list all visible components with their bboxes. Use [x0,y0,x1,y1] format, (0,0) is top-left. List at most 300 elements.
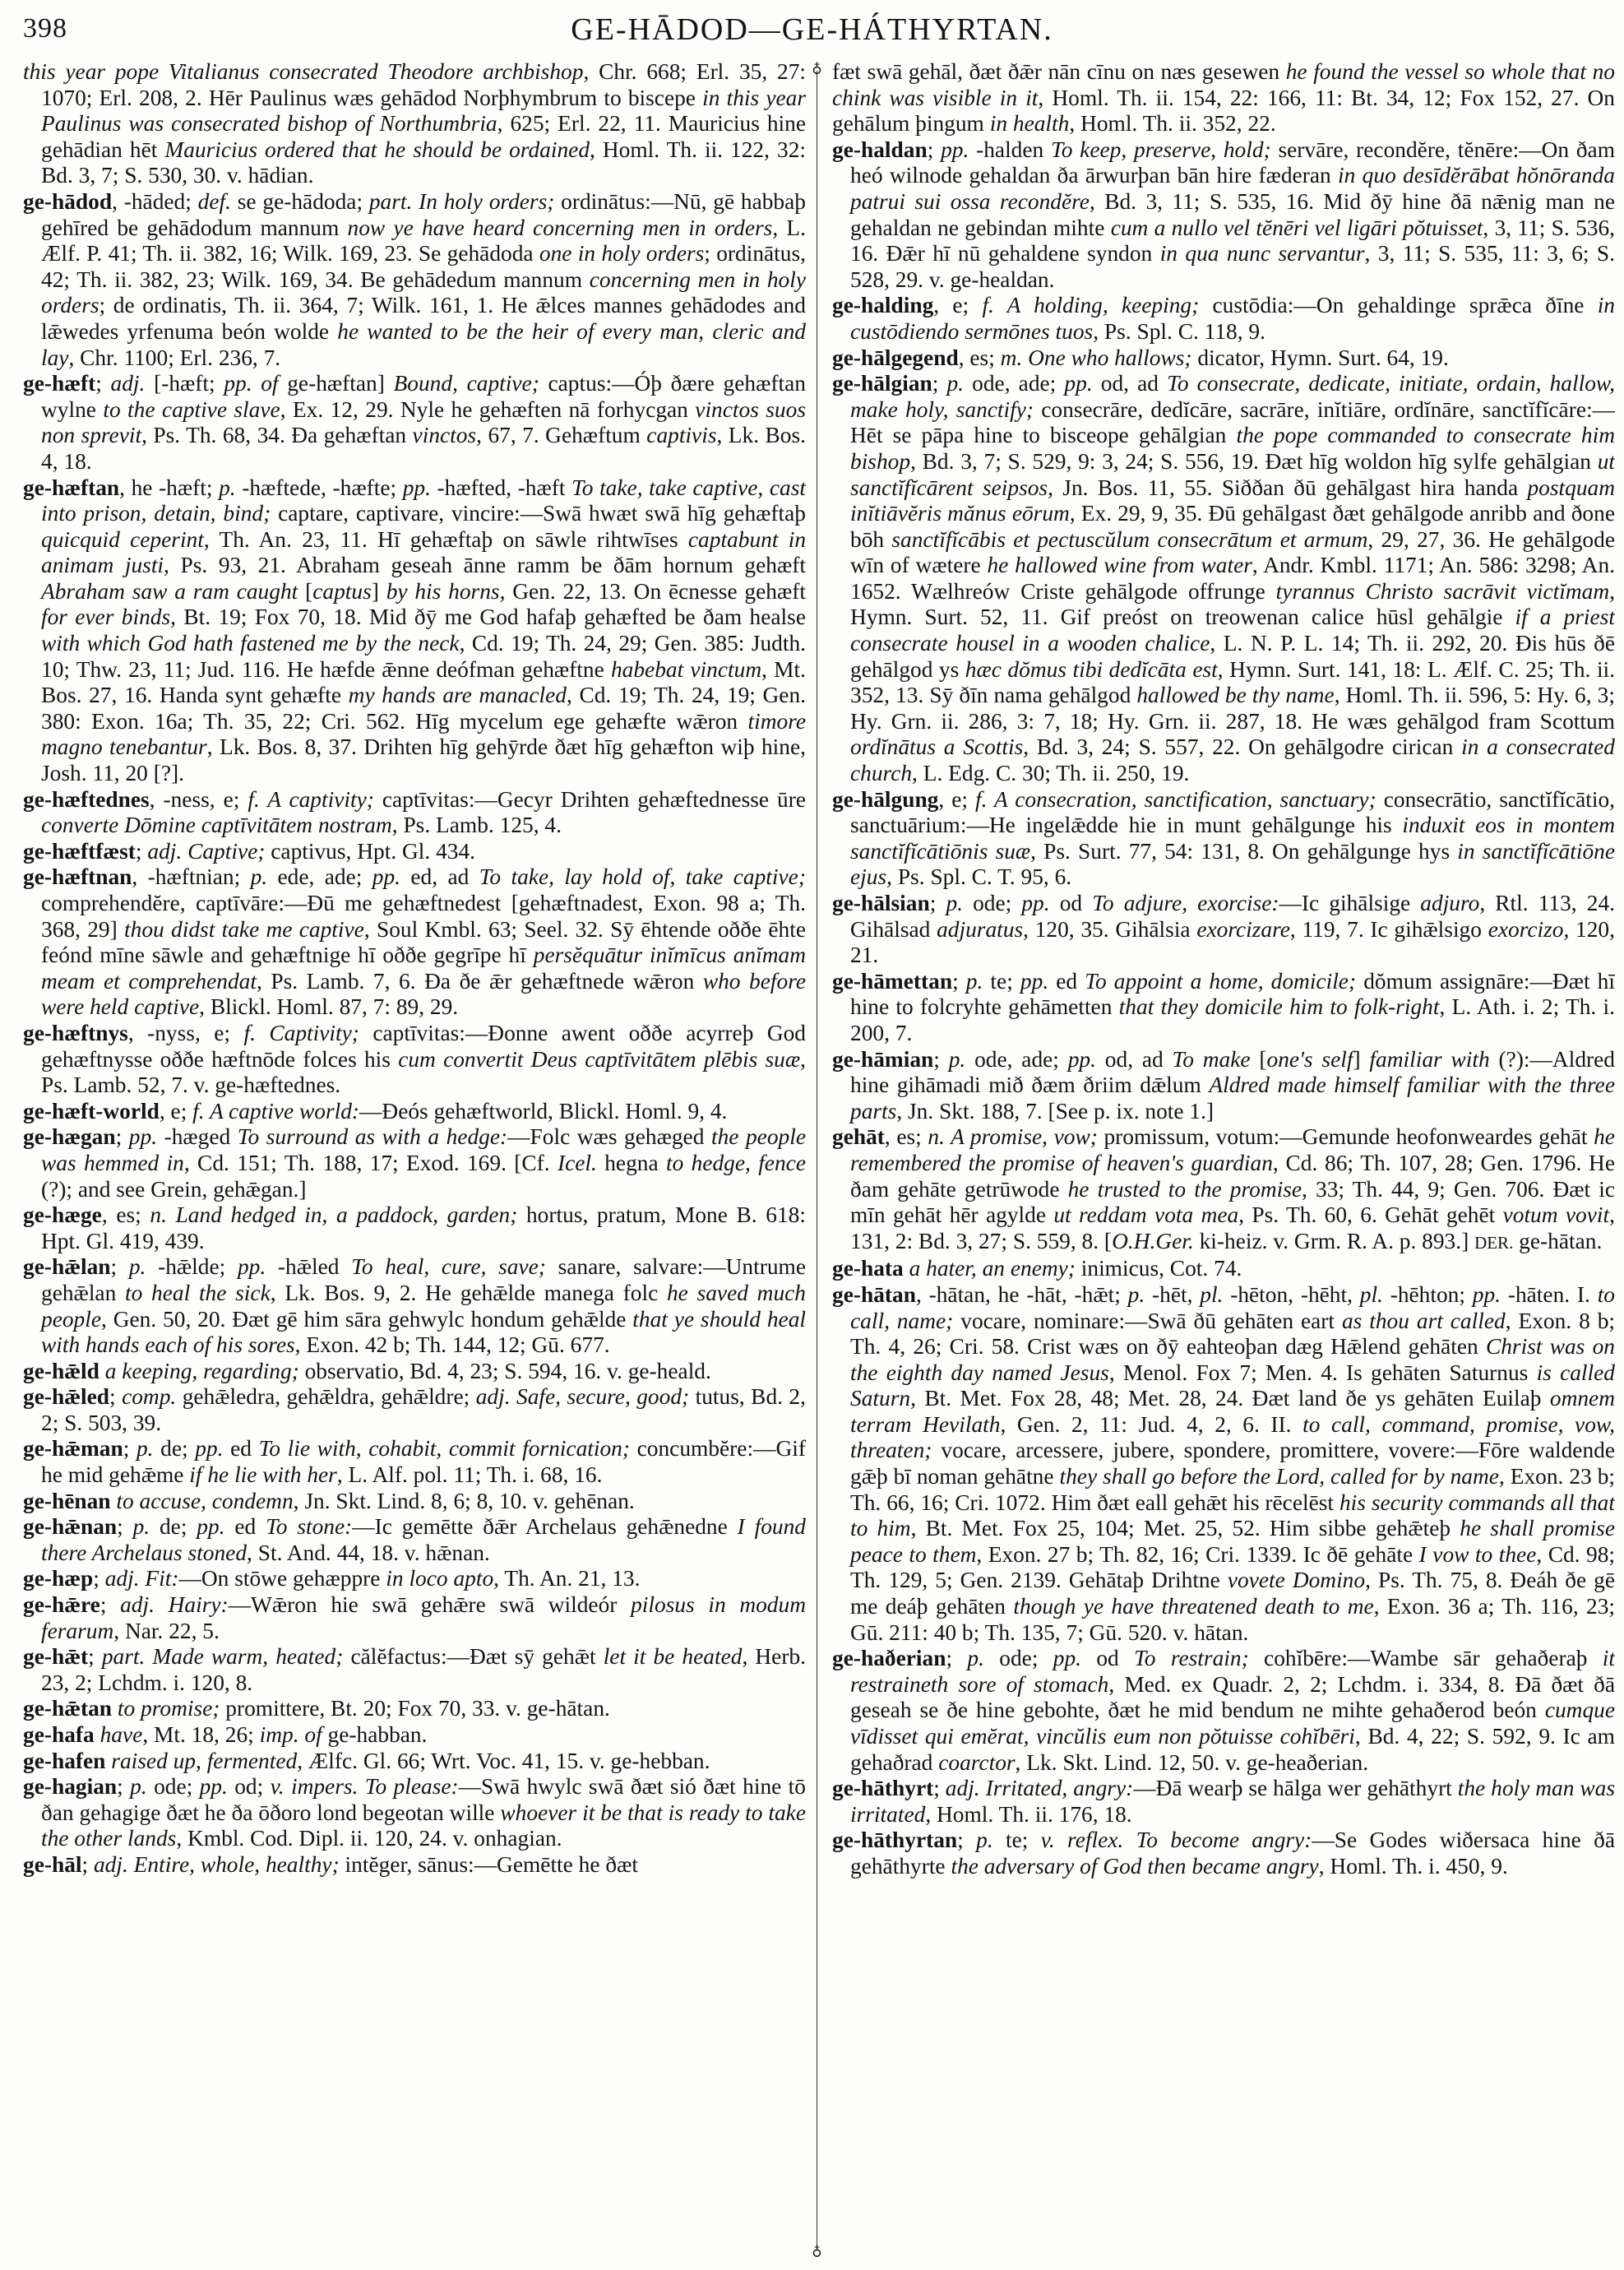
entry-text: , Jn. Bos. 11, 55. Siððan ðū gehālgast hira handa [1048,475,1528,500]
translation-italic: p. [1127,1281,1145,1307]
translation-italic: let it be heated [603,1644,743,1670]
entry-text: , Menol. Fox 7; Men. 4. Is gehāten Saturnus [1108,1360,1537,1385]
entry-text: , St. And. 44, 18. v. hǣnan. [247,1540,490,1565]
translation-italic: p. [976,1828,993,1853]
translation-italic: they shall go before the Lord, called for by name [1059,1464,1499,1489]
entry-text: , Exon. 36 a; Th. 116, 23; Gū. 211: 40 b; Th. 135, 7; Gū. 520. v. hātan. [850,1594,1615,1645]
dictionary-entry [832,345,1615,372]
translation-italic: that they domicile him to folk-right [1118,994,1440,1020]
entry-text: , 3, 11; S. 536, 16. Ðǣr hī nū gehaldene syndon [850,215,1615,266]
translation-italic: that ye should heal with hands each of his sores [41,1306,806,1358]
entry-text: ki-heiz. v. Grm. R. A. p. 893.] [1193,1228,1475,1253]
translation-italic: To keep, preserve, hold; [1051,137,1271,162]
translation-italic: induxit eos in montem sanctĭfĭcātiōnis suæ [850,813,1615,864]
dictionary-entry [832,1828,1615,1879]
entry-text: [ [1250,1046,1267,1072]
translation-italic: raised up, fermented [111,1748,298,1773]
entry-text: -hēt, [1145,1281,1201,1307]
entry-text: ; [93,1566,105,1591]
entry-text: , Lk. Bos. 4, 18. [41,423,806,474]
translation-italic: sanctĭfĭcābis et pectuscŭlum consecrātum et armum [891,526,1368,552]
translation-italic: pp. [941,137,969,162]
entry-text: ; [946,1646,968,1671]
translation-italic: p. [948,1046,966,1072]
dictionary-entry [23,1592,806,1644]
translation-italic: he saved much people [41,1280,806,1332]
translation-italic: his security commands all that to him [850,1489,1615,1541]
translation-italic: To restrain; [1134,1646,1249,1671]
translation-italic: to accuse, condemn [116,1488,294,1513]
entry-text: -hǣled [266,1254,352,1280]
translation-italic: to promise; [117,1696,220,1721]
translation-italic: in a consecrated church [850,734,1615,786]
entry-text: , Kmbl. Cod. Dipl. ii. 120, 24. v. onhagian. [176,1826,562,1851]
translation-italic: p. [136,1436,154,1462]
entry-text: -hæged [157,1124,238,1150]
dictionary-entry [832,1282,1615,1646]
translation-italic: the holy man was irritated [850,1776,1615,1827]
translation-italic: p. [965,968,983,994]
translation-italic: To stone: [266,1514,353,1540]
translation-italic: in quo desīdĕrābat hŏnōranda patrui sui ossa recondĕre [850,163,1615,214]
entry-text: ; [952,968,966,994]
entry-text: , Cd. 151; Th. 188, 17; Exod. 169. [Cf. [183,1150,558,1175]
entry-text: , Homl. Th. ii. 154, 22: 166, 11: Bt. 34, 12; Fox 152, 27. On gehālum þingum [832,85,1615,137]
entry-text [95,1722,100,1747]
entry-text: ; [81,1851,94,1877]
entry-text: , Homl. Th. ii. 122, 32: Bd. 3, 7; S. 530, 30. v. hādian. [41,137,806,188]
translation-italic: familiar with [1369,1046,1490,1072]
translation-italic: captus [312,578,372,604]
entry-text: , Exon. 8 b; Th. 4, 26; Cri. 58. Crist wæs on ðȳ eahteoþan dæg Hǣlend gehāten [850,1308,1615,1360]
translation-italic: pilosus in modum ferarum [41,1592,806,1643]
entry-text: —Ic gihālsige [1279,891,1421,915]
translation-italic: part. In holy orders; [368,188,555,214]
entry-text: ed [1048,968,1085,994]
entry-text: ; [123,1436,136,1462]
entry-text: , Ex. 12, 29. Nyle he gehæften nā forhycgan [280,396,696,422]
translation-italic: m. One who hallows; [1000,345,1192,370]
entry-text: , Lk. Bos. 8, 37. Drihten hīg gehȳrde ðæt hīg gehæfton wiþ hine, Josh. 11, 20 [?]. [41,734,806,786]
translation-italic: Aldred made himself familiar with the three parts [850,1072,1615,1123]
entry-text: , e; [159,1098,193,1123]
entry-text: , L. Edg. C. 30; Th. ii. 250, 19. [912,761,1190,786]
translation-italic: I vow to thee [1418,1541,1537,1567]
translation-italic: Icel. [557,1150,597,1175]
entry-text: ordinātus:—Nū, gē habbaþ gehīred be gehādodum mannum [41,188,806,240]
headword: ge-hæge [23,1202,102,1228]
dictionary-entry [23,59,806,189]
dictionary-entry [832,371,1615,787]
entry-text: captivus, Hpt. Gl. 434. [265,838,476,864]
translation-italic: p. [967,1646,984,1671]
headword: ge-hēnan [23,1488,111,1513]
dictionary-entry [23,1254,806,1358]
translation-italic: pp. [1021,891,1050,915]
headword: ge-hæft-world [23,1098,160,1123]
dictionary-entry [23,1852,806,1879]
entry-text [904,1256,909,1281]
entry-text: ; [99,1592,121,1618]
translation-italic: To surround as with a hedge: [237,1124,508,1150]
entry-text: , Bd. 3, 24; S. 557, 22. On gehālgodre cirican [1023,734,1462,760]
translation-italic: v. reflex. To become angry: [1040,1828,1312,1853]
translation-italic: adjuro [1420,891,1480,915]
entry-text: , Cd. 98; Th. 129, 5; Gen. 2139. Gehātaþ Drihtne [850,1541,1615,1593]
entry-text: , L. Ælf. P. 41; Th. ii. 382, 16; Wilk. 169, 23. Se gehādoda [41,215,806,266]
entry-text: gehǣledra, gehǣldra, gehǣldre; [176,1384,476,1410]
translation-italic: the pope commanded to consecrate him bishop [850,423,1615,474]
translation-italic: To make [1172,1046,1251,1072]
entry-text: dicator, Hymn. Surt. 64, 19. [1191,345,1449,370]
entry-text: comprehendĕre, captīvāre:—Ðū me gehæftnedest [gehæftnadest, Exon. 98 a; Th. 368, 29] [41,891,806,942]
entry-text: ; de ordinatis, Th. ii. 364, 7; Wilk. 161, 1. He ǣlces mannes gehādodes and lǣwedes yrfenuma beón wolde [41,293,806,344]
translation-italic: in custōdiendo sermōnes tuos [850,293,1615,344]
entry-text [99,1359,105,1383]
headword: ge-hǣt [23,1644,89,1670]
translation-italic: have [99,1722,143,1747]
headword: ge-hǣled [23,1384,109,1410]
translation-italic: exorcizo [1488,916,1564,942]
entry-text: , 119, 7. Ic gihǣlsigo [1289,916,1488,942]
entry-text: —On stōwe gehæppre [178,1566,386,1591]
headword: ge-hæft [23,371,96,396]
translation-italic: vinctos suos non sprevit [41,396,806,448]
translation-italic: cum a nullo vel tĕnēri vel ligāri pŏtuisset [1110,215,1483,240]
entry-text: captīvitas:—Gecyr Drihten gehæftednesse ūre [373,786,806,812]
small-caps-ref: DER. [1474,1232,1514,1253]
entry-text: inimicus, Cot. 74. [1075,1256,1242,1281]
translation-italic: one's self [1266,1046,1353,1072]
entry-text: dŏmum assignāre:—Ðæt hī hine to folcryhte gehāmetten [850,968,1615,1020]
entry-text: , 67, 7. Gehæftum [476,423,647,448]
headword: ge-hægan [23,1124,116,1150]
entry-text: , Bt. Met. Fox 28, 48; Met. 28, 24. Ðæt land ðe ys gehāten Euilaþ [910,1386,1550,1411]
headword: ge-halding [832,293,934,318]
headword: ge-hǣre [23,1592,100,1618]
translation-italic: adj. Fit: [104,1566,179,1591]
entry-text: ode; [146,1774,200,1800]
entry-text: ; [933,1776,946,1801]
translation-italic: n. A promise, vow; [928,1124,1098,1150]
translation-italic: p. [946,891,963,915]
entry-text: , 120, 21. [850,916,1615,968]
headword: ge-haldan [832,137,928,162]
entry-text: ; ordinātus, 42; Th. ii. 382, 23; Wilk. 169, 34. Be gehādedum mannum [41,241,806,292]
entry-text: , Chr. 1100; Erl. 236, 7. [68,345,281,370]
entry-text: , Ps. Th. 68, 34. Ða gehæftan [141,423,413,448]
entry-text: , he -hæft; [119,475,220,500]
translation-italic: imp. of [259,1722,322,1747]
translation-italic: Abraham saw a ram caught [41,578,298,604]
entry-text: ; [115,1124,129,1150]
translation-italic: to call, command, promise, vow, threaten; [850,1411,1615,1463]
translation-italic: hallowed be thy name [1136,683,1335,708]
translation-italic: To appoint a home, domicile; [1085,968,1357,994]
entry-text: , es; [101,1202,150,1228]
entry-text: de; [150,1514,197,1540]
entry-text: ; [95,371,111,396]
entry-text: servāre, recondĕre, tĕnēre:—On ðam heó wilnode gehaldan ða ārwurþan bān hire fæderan [850,137,1615,188]
entry-text: , Soul Kmbl. 63; Seel. 32. Sȳ ēhtende oððe ēhte feónd mīne sāwle and gehæftnige hī oððe gegrīpe hī [41,916,806,968]
entry-text: , Cd. 19; Th. 24, 29; Gen. 385: Judth. 10; Thw. 23, 11; Jud. 116. He hæfde ǣnne deófman gehæftne [41,631,806,682]
headword: ge-hǣman [23,1436,123,1462]
dictionary-entry [832,1256,1615,1282]
translation-italic: he shall promise peace to them [850,1516,1615,1567]
left-column [23,59,806,2257]
entry-text: ede, ade; [267,864,372,890]
translation-italic: pp. [199,1774,228,1800]
entry-text: , Nar. 22, 5. [113,1618,220,1643]
translation-italic: by his horns [386,578,500,604]
headword: ge-hafen [23,1748,106,1773]
entry-text: , Th. An. 23, 11. Hī gehæftaþ on sāwle rihtwīses [203,526,688,552]
dictionary-entry [23,1644,806,1696]
entry-text: (?); and see Grein, gehǣgan.] [41,1176,307,1202]
entry-text: —Se Godes wiðersaca hine ðā gehāthyrte [850,1828,1615,1879]
translation-italic: pp. [237,1254,266,1280]
translation-italic: habebat vinctum [610,656,762,682]
entry-text: [-hæft; [145,371,224,396]
entry-text: , Ps. Lamb. 52, 7. v. ge-hæftednes. [41,1046,806,1098]
translation-italic: to call, name; [850,1281,1615,1333]
dictionary-entry [23,1774,806,1852]
entry-text: de; [153,1436,196,1462]
entry-text: , Cd. 86; Th. 107, 28; Gen. 1796. He ðam gehāte getrūwode [850,1150,1615,1202]
translation-italic: pp. [402,475,431,500]
entry-text: ; [932,371,947,396]
entry-text: , Jn. Skt. 188, 7. [See p. ix. note 1.] [896,1098,1215,1123]
entry-text: -hǣlde; [146,1254,238,1280]
translation-italic: it restraineth sore of stomach [850,1646,1615,1697]
dictionary-entry [23,1384,806,1436]
translation-italic: Christ was on the eighth day named Jesus [850,1334,1615,1385]
entry-text: ; [117,1774,131,1800]
entry-text: intĕger, sānus:—Gemētte he ðæt [339,1851,638,1877]
entry-text: , Gen. 22, 13. On ēcnesse gehæft [499,578,806,604]
translation-italic: he wanted to be the heir of every man, cleric and lay [41,318,806,370]
entry-text: , es; [958,345,1001,370]
entry-text: , Ps. Th. 75, 8. Ðeáh ðe gē me deáþ gehāten [850,1568,1615,1619]
dictionary-entry [23,1566,806,1592]
entry-text: ; [117,1514,133,1540]
translation-italic: cum convertit Deus captīvitātem plēbis suæ [398,1046,801,1072]
page-title: GE-HĀDOD—GE-HÁTHYRTAN. [571,12,1053,47]
entry-text: observatio, Bd. 4, 23; S. 594, 16. v. ge-heald. [298,1358,711,1383]
entry-text: -halden [969,137,1051,162]
translation-italic: omnem terram Hevilath [850,1386,1615,1437]
entry-text: ge-habban. [322,1722,428,1747]
entry-text: ; [88,1644,102,1670]
headword: ge-hālgian [832,371,932,396]
translation-italic: p. [128,1254,146,1280]
translation-italic: persĕquātur inĭmīcus anĭmam meam et comprehendat [41,943,806,994]
translation-italic: def. [197,188,231,214]
entry-text: , Ps. Lamb. 125, 4. [391,813,562,838]
headword: ge-hæftednes [23,786,150,812]
dictionary-entry [23,189,806,371]
entry-text: , Mt. Bos. 27, 16. Handa synt gehæfte [41,656,806,708]
translation-italic: to heal the sick [125,1280,271,1305]
translation-italic: To lie with, cohabit, commit fornication; [258,1436,630,1462]
entry-text: ; [927,137,942,162]
translation-italic: pp. [1067,1046,1096,1072]
translation-italic: adj. Irritated, angry: [945,1776,1134,1801]
entry-text: ode, ade; [964,371,1065,396]
headword: ge-hæftnan [23,864,132,890]
entry-text: hortus, pratum, Mone B. 618: Hpt. Gl. 419, 439. [41,1202,806,1253]
dictionary-entry [23,864,806,1021]
headword: ge-hǣtan [23,1696,113,1721]
entry-text: , Rtl. 113, 24. Gihālsad [850,891,1615,942]
dictionary-entry [23,1436,806,1488]
entry-text: , Ps. Spl. C. T. 95, 6. [886,864,1072,890]
entry-text: , Bd. 4, 22; S. 592, 9. Ic am gehaðrad [850,1724,1615,1775]
translation-italic: coarctor [938,1749,1016,1775]
translation-italic: pp. [372,864,400,890]
entry-text: , 131, 2: Bd. 3, 27; S. 559, 8. [ [850,1202,1615,1253]
translation-italic: quicquid ceperint [41,526,204,552]
translation-italic: Mauricius ordered that he should be ordained [164,137,590,162]
translation-italic: comp. [122,1384,177,1410]
headword: ge-hata [832,1256,904,1281]
dictionary-entry [832,137,1615,294]
translation-italic: adjuratus [937,916,1024,942]
entry-text: , -hæftnian; [132,864,251,890]
entry-text: , L. N. P. L. 14; Th. ii. 292, 20. Ðis hūs ðē gehālgod ys [850,631,1615,682]
entry-text: , Blickl. Homl. 87, 7: 89, 29. [199,994,459,1020]
translation-italic: who before were held captive [41,968,806,1020]
entry-text: —Ic gemētte ðǣr Archelaus gehǣnedne [352,1514,738,1540]
headword: ge-hāmian [832,1046,934,1072]
entry-text: , Exon. 27 b; Th. 82, 16; Cri. 1339. Ic ðē gehāte [976,1541,1419,1567]
translation-italic: postquam inĭtiāvĕris mănus eōrum [850,475,1615,526]
entry-text: , -ness, e; [149,786,248,812]
headword: ge-hæftan [23,475,120,500]
translation-italic: part. Made warm, heated; [101,1644,344,1670]
translation-italic: is called Saturn [850,1360,1615,1411]
entry-text: , -hāded; [112,188,198,214]
dictionary-entry [23,1514,806,1566]
entry-text: -hæfted, -hæft [430,475,572,500]
divider-ornament-top: ♁ [812,60,822,76]
headword: ge-hafa [23,1722,95,1747]
dictionary-entry [23,1359,806,1385]
translation-italic: v. impers. To please: [270,1774,459,1800]
entry-text: custōdia:—On gehaldinge sprǣca ðīne [1199,293,1598,318]
entry-text: te; [983,968,1020,994]
translation-italic: for ever binds [41,605,171,630]
dictionary-entry [23,1099,806,1125]
right-column [832,59,1615,2257]
translation-italic: p. [219,475,236,500]
entry-text: -hēton, -hēht, [1223,1281,1360,1307]
translation-italic: a hater, an enemy; [909,1256,1076,1281]
translation-italic: to the captive slave [103,396,280,422]
entry-text: , Homl. Th. ii. 596, 5: Hy. 6, 3; Hy. Grn. ii. 286, 3: 7, 18; Hy. Grn. ii. 287, 18. He wæs gehālgod fram Scottum [850,683,1615,734]
translation-italic: with which God hath fastened me by the neck [41,631,460,656]
translation-italic: ordĭnātus a Scottis [850,734,1024,760]
headword: ge-haðerian [832,1646,946,1671]
translation-italic: as thou art called [1341,1308,1506,1333]
running-head [23,10,1601,46]
entry-text: , Ps. 93, 21. Abraham geseah ānne ramm be ðām hornum gehæft [164,553,806,578]
headword: ge-hālgegend [832,345,959,370]
entry-text: ] [1353,1046,1370,1072]
entry-text: tutus, Bd. 2, 2; S. 503, 39. [41,1384,806,1435]
translation-italic: tyrannus Christo sacrāvit victĭmam [1275,578,1610,604]
entry-text: ode; [983,1646,1053,1671]
translation-italic: adj. Safe, secure, good; [475,1384,690,1410]
entry-text: —Swā hwylc swā ðæt sió ðæt hine tō ðan gehagige ðæt he ða ōðoro lond begeotan wille [41,1774,806,1825]
translation-italic: thou didst take me captive [124,916,364,942]
dictionary-entry [23,1021,806,1099]
entry-text: , Mt. 18, 26; [142,1722,260,1747]
translation-italic: f. Captivity; [243,1020,359,1045]
translation-italic: though ye have threatened death to me [1013,1594,1374,1619]
translation-italic: a keeping, regarding; [104,1358,299,1383]
dictionary-entry [23,371,806,475]
translation-italic: I found there Archelaus stoned [41,1514,806,1565]
entry-text: ode, ade; [965,1046,1068,1072]
translation-italic: pp. [195,1436,224,1462]
entry-text: , 120, 35. Gihālsia [1023,916,1197,942]
entry-text: , Ps. Lamb. 7, 6. Ða ðe ǣr gehæftnede wǣron [256,968,703,994]
translation-italic: pp. [1020,968,1049,994]
translation-italic: converte Dōmine captīvitātem nostram [41,813,392,838]
dictionary-entry [23,1124,806,1202]
dictionary-entry [832,787,1615,891]
translation-italic: pp. [128,1124,158,1150]
page-number: 398 [23,13,67,44]
entry-text: , e; [933,293,983,318]
entry-text: ed, ad [400,864,479,890]
headword: ge-hālgung [832,786,939,812]
entry-text: se ge-hādoda; [230,188,369,214]
entry-text: promissum, votum:—Gemunde heofonweardes gehāt [1097,1124,1594,1150]
entry-text: , Lk. Skt. Lind. 12, 50. v. ge-heaðerian. [1015,1749,1369,1775]
translation-italic: p. [130,1774,147,1800]
translation-italic: To take, take captive, cast into prison, detain, bind; [41,475,806,526]
headword: ge-hāl [23,1851,82,1877]
entry-text: , Gen. 2, 11: Jud. 4, 2, 6. II. [1000,1411,1303,1437]
entry-text: , Gen. 50, 20. Ðæt gē him sāra gehwylc hondum gehǣlde [101,1306,633,1332]
entry-text: , 625; Erl. 22, 11. Mauricius hine gehādian hēt [41,111,806,162]
headword: ge-hǣlan [23,1254,111,1280]
entry-text: ; [135,838,148,864]
entry-text: ode; [962,891,1022,915]
dictionary-entry [832,1646,1615,1776]
entry-text: , -nyss, e; [127,1020,244,1045]
translation-italic: pp. [1472,1281,1501,1307]
entry-text: , Exon. 42 b; Th. 144, 12; Gū. 677. [294,1332,610,1358]
translation-italic: pp. [1053,1646,1082,1671]
translation-italic: he hallowed wine from water [987,553,1252,578]
entry-text: te; [992,1828,1041,1853]
entry-text: , 3, 11; S. 535, 11: 3, 6; S. 528, 29. v. ge-healdan. [850,241,1615,292]
dictionary-entry [832,1047,1615,1125]
entry-text: , Herb. 23, 2; Lchdm. i. 120, 8. [41,1644,806,1695]
translation-italic: if a priest consecrate housel in a wooden chalice [850,605,1615,656]
translation-italic: timore magno tenebantur [41,708,806,760]
translation-italic: p. [946,371,965,396]
translation-italic: adj. Entire, whole, healthy; [93,1851,340,1877]
entry-text: , es; [884,1124,928,1150]
headword: ge-hādod [23,188,113,214]
translation-italic: he trusted to the promise [1067,1176,1302,1202]
headword: gehāt [832,1124,885,1150]
headword: ge-hǣnan [23,1514,118,1540]
